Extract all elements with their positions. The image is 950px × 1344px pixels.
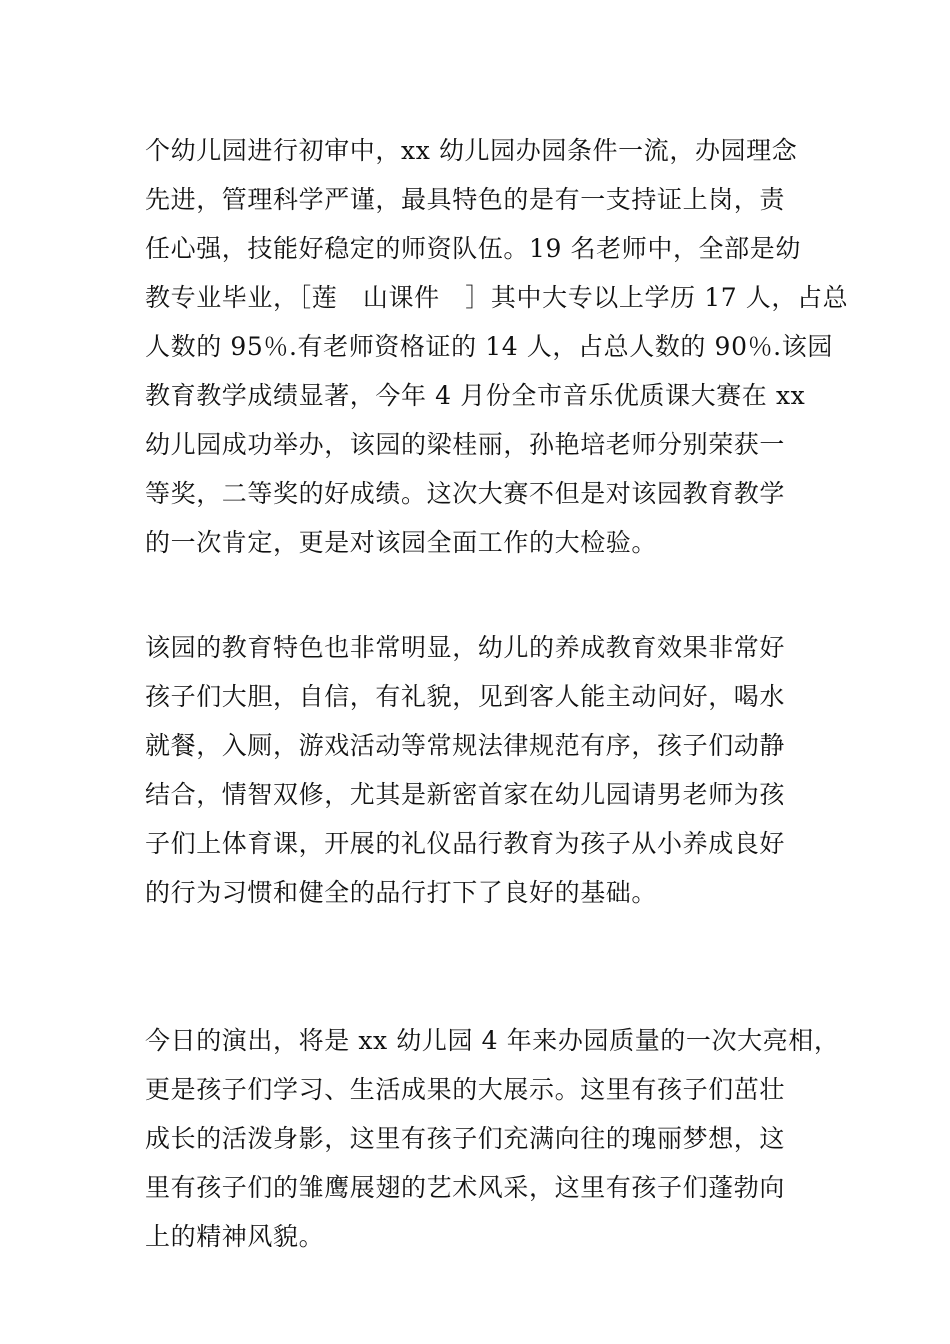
paragraph-line: 结合，情智双修，尤其是新密首家在幼儿园请男老师为孩	[145, 780, 786, 809]
paragraph-line: 孩子们大胆，自信，有礼貌，见到客人能主动问好，喝水	[145, 682, 786, 711]
paragraph-line: 任心强，技能好稳定的师资队伍。19 名老师中，全部是幼	[145, 234, 801, 263]
paragraph-line: 教专业毕业，［莲 山课件 ］其中大专以上学历 17 人，占总	[145, 283, 849, 312]
paragraph-line: 该园的教育特色也非常明显，幼儿的养成教育效果非常好	[145, 633, 786, 662]
paragraph-line: 里有孩子们的雏鹰展翅的艺术风采，这里有孩子们蓬勃向	[145, 1173, 786, 1202]
paragraph-line: 成长的活泼身影，这里有孩子们充满向往的瑰丽梦想，这	[145, 1124, 786, 1153]
paragraph-line: 子们上体育课，开展的礼仪品行教育为孩子从小养成良好	[145, 829, 786, 858]
paragraph-line: 幼儿园成功举办，该园的梁桂丽，孙艳培老师分别荣获一	[145, 430, 786, 459]
paragraph-line: 就餐，入厕，游戏活动等常规法律规范有序，孩子们动静	[145, 731, 786, 760]
paragraph-line: 的一次肯定，更是对该园全面工作的大检验。	[145, 528, 658, 557]
paragraph-line: 个幼儿园进行初审中，xx 幼儿园办园条件一流，办园理念	[145, 136, 798, 165]
paragraph-2	[145, 623, 845, 917]
paragraph-line: 今日的演出，将是 xx 幼儿园 4 年来办园质量的一次大亮相，	[145, 1026, 840, 1055]
paragraph-line: 人数的 95％.有老师资格证的 14 人，占总人数的 90％.该园	[145, 332, 833, 361]
paragraph-line: 上的精神风貌。	[145, 1222, 325, 1251]
paragraph-1	[145, 126, 849, 567]
paragraph-line: 更是孩子们学习、生活成果的大展示。这里有孩子们茁壮	[145, 1075, 786, 1104]
paragraph-line: 教育教学成绩显著，今年 4 月份全市音乐优质课大赛在 xx	[145, 381, 806, 410]
paragraph-line: 先进，管理科学严谨，最具特色的是有一支持证上岗，责	[145, 185, 786, 214]
paragraph-3	[145, 1016, 845, 1261]
paragraph-line: 等奖，二等奖的好成绩。这次大赛不但是对该园教育教学	[145, 479, 786, 508]
paragraph-line: 的行为习惯和健全的品行打下了良好的基础。	[145, 878, 658, 907]
